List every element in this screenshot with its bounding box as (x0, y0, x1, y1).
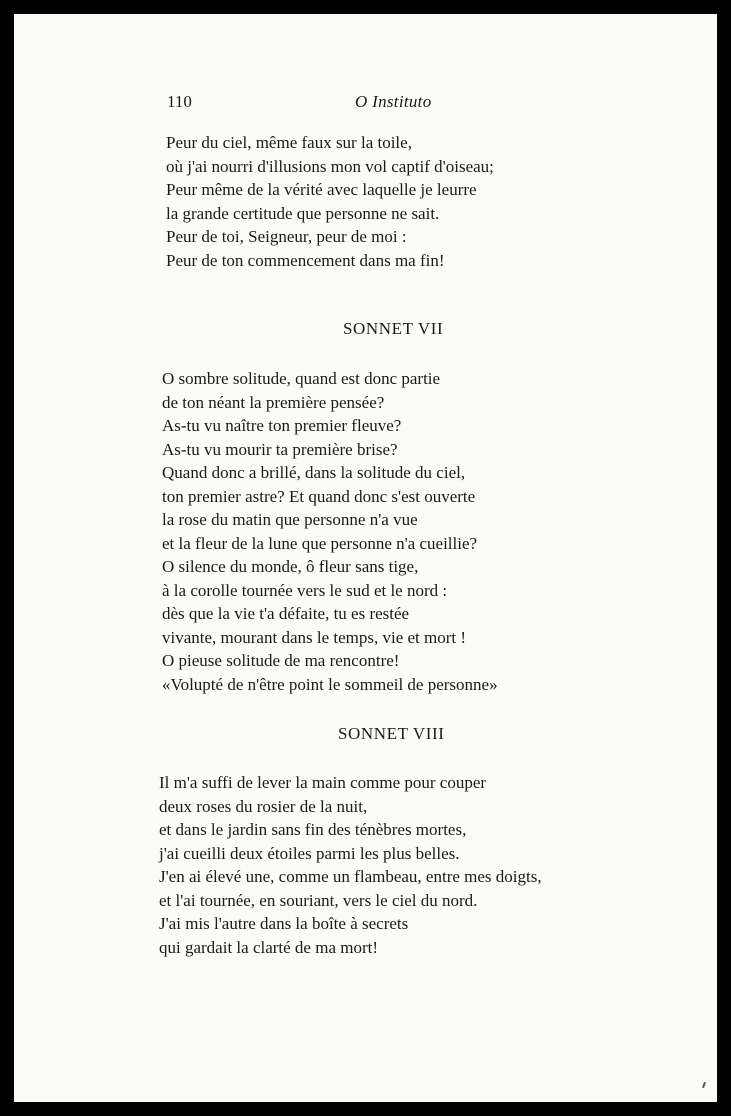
verse-line: O sombre solitude, quand est donc partie (162, 369, 441, 388)
verse-line: As-tu vu naître ton premier fleuve? (162, 416, 402, 435)
verse-line: à la corolle tournée vers le sud et le nord : (162, 580, 448, 600)
verse-line: As-tu vu mourir ta première brise? (162, 439, 398, 459)
verse-line: Peur du ciel, même faux sur la toile, (166, 133, 412, 152)
sonnet-vii-body (162, 367, 498, 696)
verse-line: j'ai cueilli deux étoiles parmi les plus belles. (159, 843, 460, 863)
verse-line: de ton néant la première pensée? (162, 392, 385, 412)
verse-line: J'en ai élevé une, comme un flambeau, entre mes doigts, (159, 867, 542, 886)
running-title: O Instituto (355, 92, 432, 111)
book-page (14, 14, 717, 1102)
verse-line: Peur de ton commencement dans ma fin! (166, 250, 445, 270)
sonnet-viii-body (159, 771, 542, 959)
verse-line: et la fleur de la lune que personne n'a cueillie? (162, 533, 478, 553)
verse-line: dès que la vie t'a défaite, tu es restée (162, 604, 410, 623)
verse-line: «Volupté de n'être point le sommeil de personne» (162, 674, 498, 694)
verse-line: et dans le jardin sans fin des ténèbres mortes, (159, 820, 467, 839)
paper-speck (702, 1082, 706, 1088)
verse-line: vivante, mourant dans le temps, vie et mort ! (162, 627, 467, 647)
verse-line: Peur de toi, Seigneur, peur de moi : (166, 227, 407, 246)
verse-line: Quand donc a brillé, dans la solitude du ciel, (162, 463, 466, 482)
verse-line: où j'ai nourri d'illusions mon vol captif d'oiseau; (166, 156, 494, 176)
verse-line: et l'ai tournée, en souriant, vers le ciel du nord. (159, 890, 478, 910)
verse-line: Il m'a suffi de lever la main comme pour couper (159, 773, 487, 792)
verse-line: J'ai mis l'autre dans la boîte à secrets (159, 914, 409, 933)
sonnet-vii-title: SONNET VII (343, 319, 444, 338)
verse-line: O silence du monde, ô fleur sans tige, (162, 557, 419, 576)
verse-line: Peur même de la vérité avec laquelle je leurre (166, 180, 477, 199)
verse-line: la rose du matin que personne n'a vue (162, 510, 418, 529)
verse-line: ton premier astre? Et quand donc s'est ouverte (162, 486, 476, 506)
page-number: 110 (167, 92, 192, 111)
verse-line: deux roses du rosier de la nuit, (159, 796, 368, 816)
verse-line: qui gardait la clarté de ma mort! (159, 937, 379, 957)
verse-line: la grande certitude que personne ne sait. (166, 203, 440, 223)
poem-fragment (166, 131, 494, 272)
sonnet-viii-title: SONNET VIII (338, 724, 445, 743)
verse-line: O pieuse solitude de ma rencontre! (162, 651, 400, 670)
